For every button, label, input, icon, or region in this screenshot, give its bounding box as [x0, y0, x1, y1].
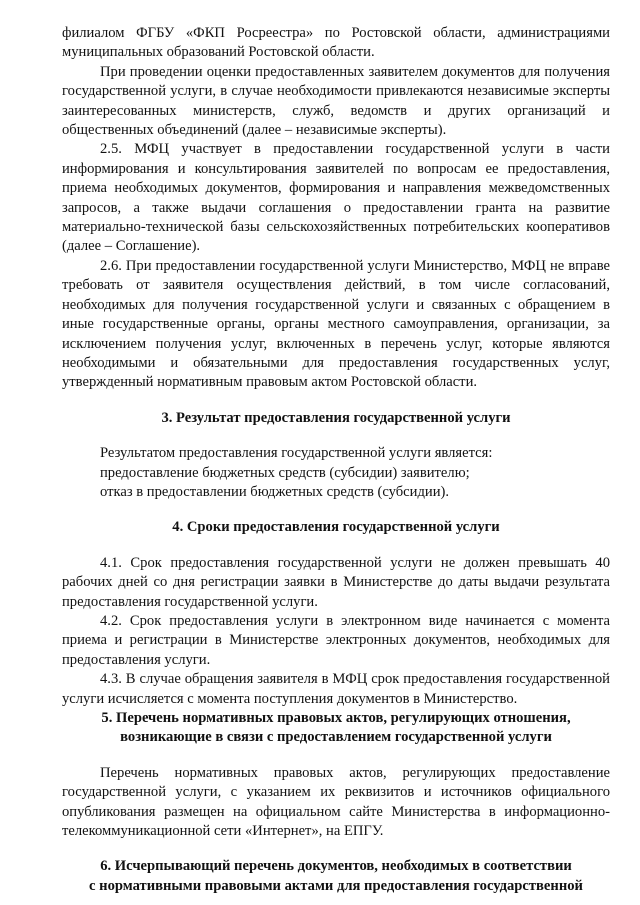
paragraph-4-2: 4.2. Срок предоставления услуги в электронном виде начинается с момента приема и регистрации в Министерстве электронных документов, необходимых для предоставления услуги. — [62, 612, 610, 668]
section-4-heading: 4. Сроки предоставления государственной услуги — [172, 519, 500, 536]
paragraph-2-6: 2.6. При предоставлении государственной услуги Министерство, МФЦ не вправе требовать от заявителя осуществления действий, в том числе согласований, необходимых для получения государственной услуги и связанных с обращением в иные государственные органы, органы местного самоуправления, организации, за исключением получения услуг, включенных в перечень услуг, которые являются необходимыми и обязательными для предоставления государственных услуг, утвержденный нормативным правовым актом Ростовской области. — [62, 257, 610, 391]
section-6-heading-line1: 6. Исчерпывающий перечень документов, необходимых в соответствии — [100, 858, 572, 875]
result-intro: Результатом предоставления государственной услуги является: — [100, 445, 493, 462]
section-6-heading-line2: с нормативными правовыми актами для предоставления государственной — [89, 877, 583, 894]
section-5-heading-line1: 5. Перечень нормативных правовых актов, регулирующих отношения, — [101, 710, 571, 726]
result-option-refusal: отказ в предоставлении бюджетных средств (субсидии). — [100, 483, 450, 500]
paragraph-continuation: филиалом ФГБУ «ФКП Росреестра» по Ростовской области, администрациями муниципальных образований Ростовской области. — [62, 25, 610, 61]
paragraph-4-3: 4.3. В случае обращения заявителя в МФЦ срок предоставления государственной услуги исчисляется с момента поступления документов в Министерство. — [62, 671, 610, 707]
paragraph-independent-experts: При проведении оценки предоставленных заявителем документов для получения государственной услуги, в случае необходимости привлекаются независимые эксперты заинтересованных министерств, служб, ведомств и других организаций и общественных объединений (далее – независимые эксперты). — [62, 63, 610, 139]
section-3-heading: 3. Результат предоставления государственной услуги — [161, 409, 511, 426]
paragraph-5-legal-acts: Перечень нормативных правовых актов, регулирующих предоставление государственной услуги, с указанием их реквизитов и источников официального опубликования размещен на официальном сайте Министерства в информационно-телекоммуникационной сети «Интернет», на ЕПГУ. — [62, 764, 610, 840]
section-5-heading-line2: возникающие в связи с предоставлением государственной услуги — [120, 729, 552, 746]
result-option-grant: предоставление бюджетных средств (субсидии) заявителю; — [100, 464, 470, 481]
document-page — [62, 24, 610, 896]
paragraph-2-5: 2.5. МФЦ участвует в предоставлении государственной услуги в части информирования и консультирования заявителей по вопросам ее предоставления, приема необходимых документов, формирования и направления межведомственных запросов, а также выдачи соглашения о предоставлении гранта на развитие материально-технической базы сельскохозяйственных потребительских кооперативов (далее – Соглашение). — [62, 141, 610, 255]
paragraph-4-1: 4.1. Срок предоставления государственной услуги не должен превышать 40 рабочих дней со дня регистрации заявки в Министерстве до даты выдачи результата предоставления государственной услуги. — [62, 554, 610, 610]
